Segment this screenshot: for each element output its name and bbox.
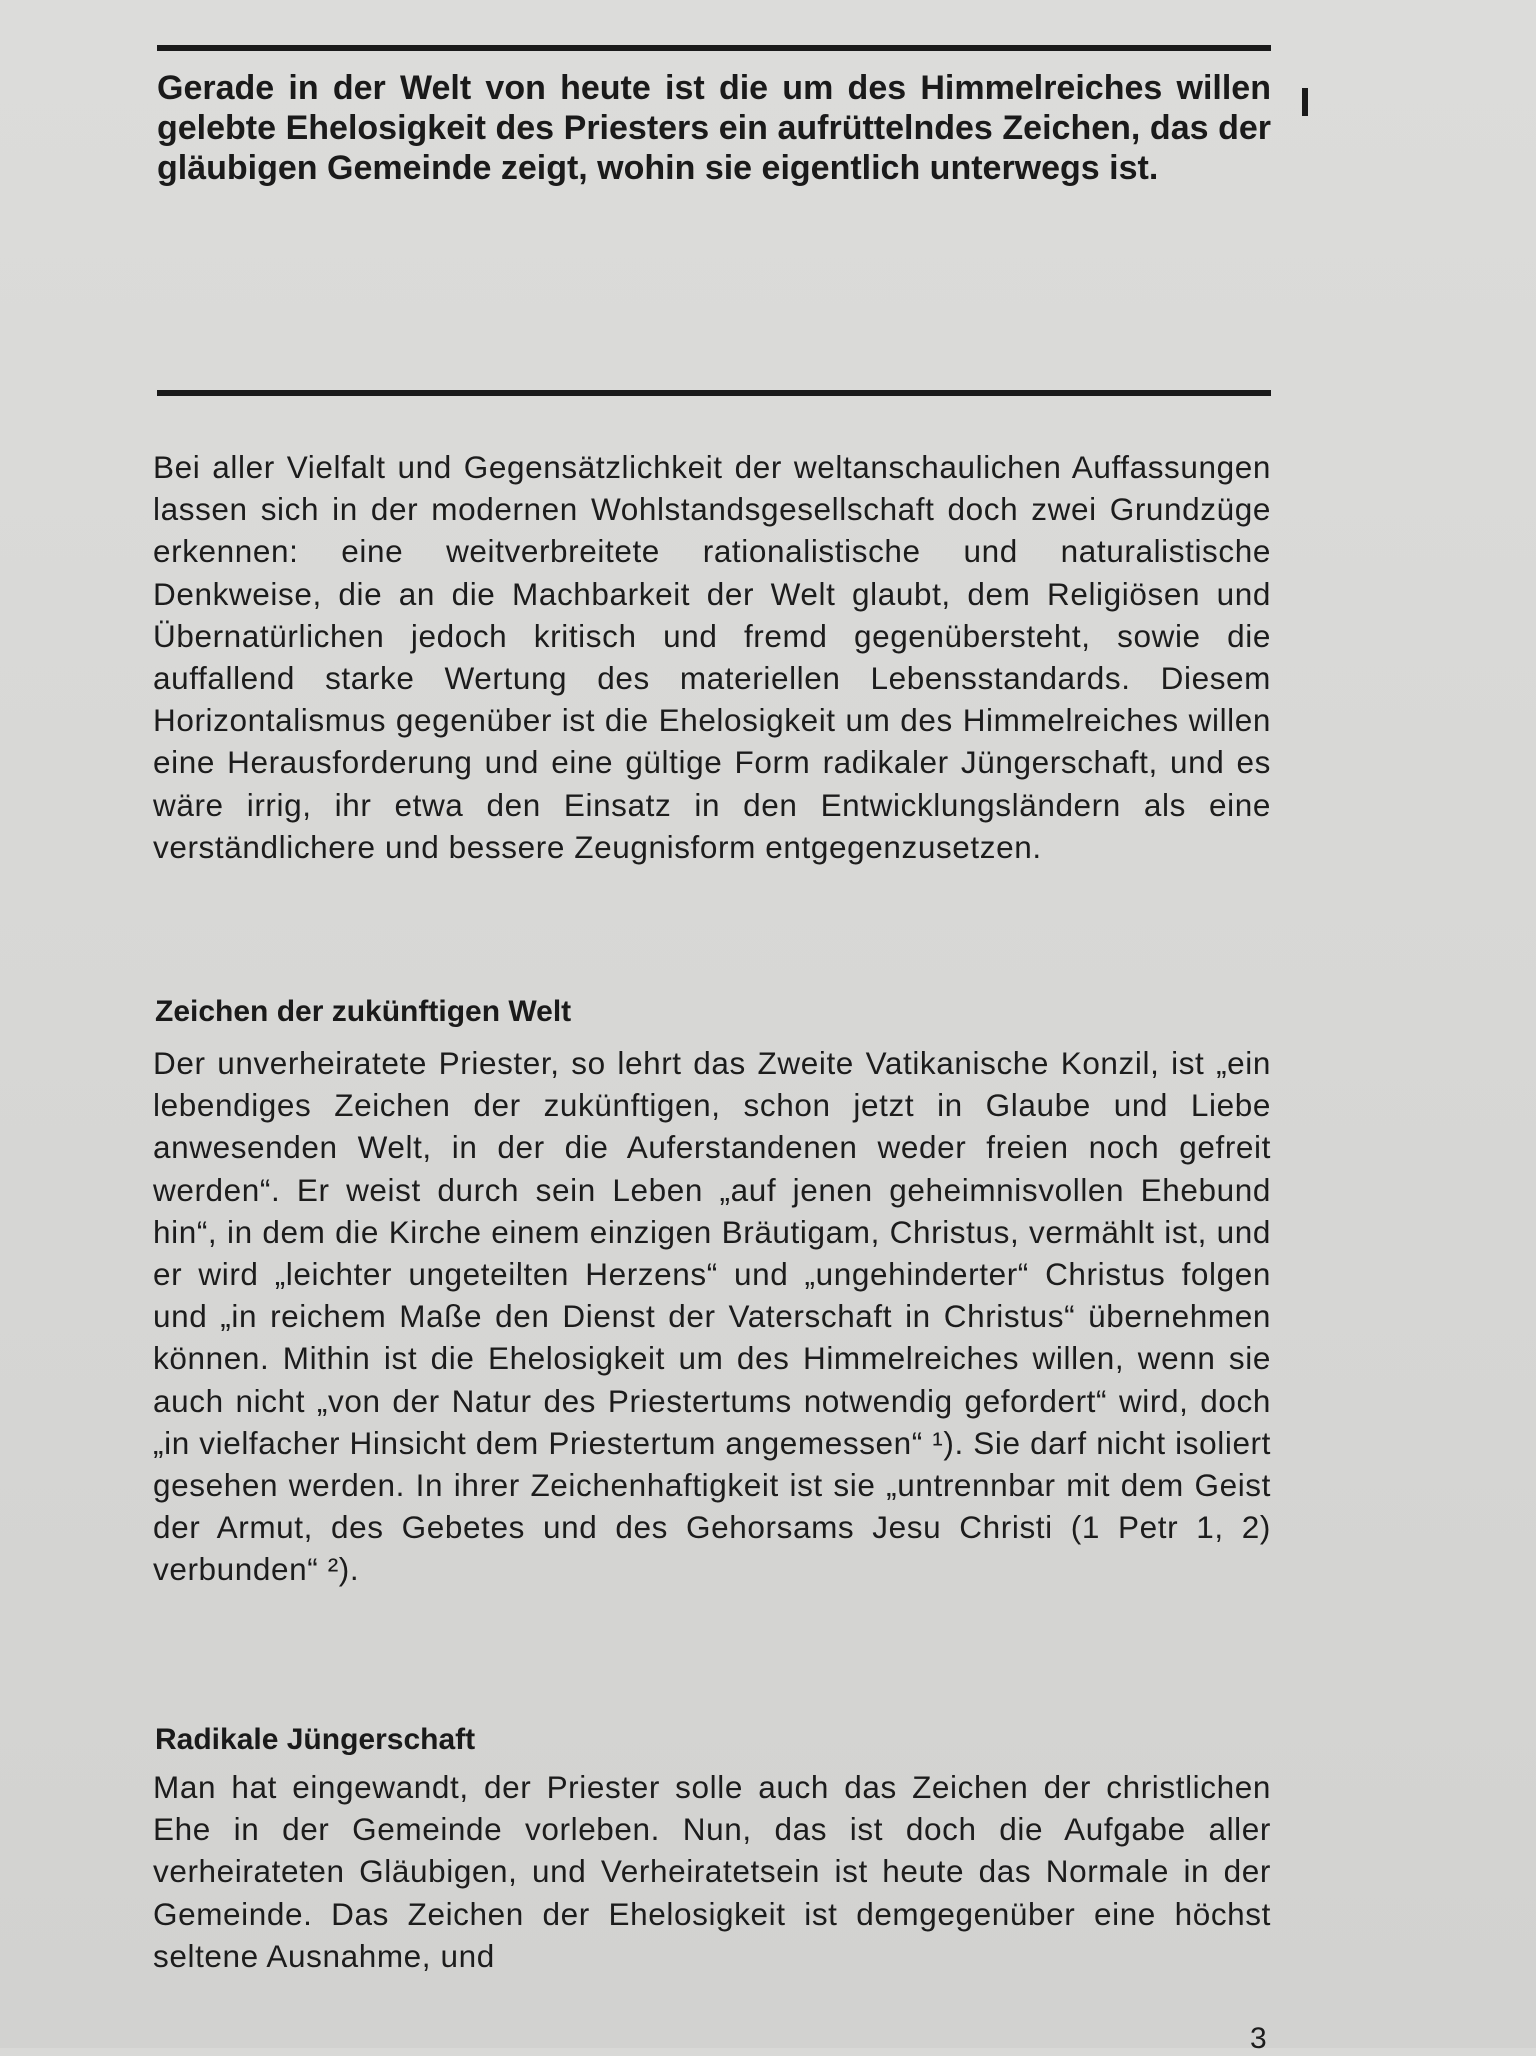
section-heading-zeichen: Zeichen der zukünftigen Welt (155, 995, 572, 1028)
section2-paragraph: Man hat eingewandt, der Priester solle auch das Zeichen der christlichen Ehe in der Gemeinde vorleben. Nun, das ist doch die Aufgabe aller verheirateten Gläubigen, und Verheiratetsein ist heute das Normale in der Gemeinde. Das Zeichen der Ehelosigkeit ist demgegenüber eine höchst seltene Ausnahme, und (153, 1769, 1271, 1974)
page-number: 3 (1250, 2022, 1267, 2055)
section1-paragraph: Der unverheiratete Priester, so lehrt das Zweite Vatikanische Konzil, ist „ein lebendiges Zeichen der zukünftigen, schon jetzt in Glaube und Liebe anwesenden Welt, in der die Auferstandenen weder freien noch gefreit werden“. Er weist durch sein Leben „auf jenen geheimnisvollen Ehebund hin“, in dem die Kirche einem einzigen Bräutigam, Christus, vermählt ist, und er wird „leichter ungeteilten Herzens“ und „ungehinderter“ Christus folgen und „in reichem Maße den Dienst der Vaterschaft in Christus“ übernehmen können. Mithin ist die Ehelosigkeit um des Himmelreiches willen, wenn sie auch nicht „von der Natur des Priestertums notwendig gefordert“ wird, doch „in vielfacher Hinsicht dem Priestertum angemessen“ ¹). Sie darf nicht isoliert gesehen werden. In ihrer Zeichenhaftigkeit ist sie „untrennbar mit dem Geist der Armut, des Gebetes und des Gehorsams Jesu Christi (1 Petr 1, 2) verbunden“ ²). (153, 1045, 1271, 1588)
intro-paragraph: Bei aller Vielfalt und Gegensätzlichkeit der weltanschaulichen Auffassungen lassen sich in der modernen Wohlstandsgesellschaft doch zwei Grundzüge erkennen: eine weitverbreitete rationalistische und naturalistische Denkweise, die an die Machbarkeit der Welt glaubt, dem Religiösen und Übernatürlichen jedoch kritisch und fremd gegenübersteht, sowie die auffallend starke Wertung des materiellen Lebensstandards. Diesem Horizontalismus gegenüber ist die Ehelosigkeit um des Himmelreiches willen eine Herausforderung und eine gültige Form radikaler Jüngerschaft, und es wäre irrig, ihr etwa den Einsatz in den Entwicklungsländern als eine verständlichere und bessere Zeugnisform entgegenzusetzen. (153, 449, 1271, 865)
callout-bottom-rule (157, 390, 1271, 396)
callout-text: Gerade in der Welt von heute ist die um des Himmelreiches willen gelebte Ehelosigkeit des Priesters ein aufrüttelndes Zeichen, das der gläubigen Gemeinde zeigt, wohin sie eigentlich unterwegs ist. (157, 69, 1271, 187)
margin-marker (1302, 88, 1308, 116)
section-heading-juengerschaft: Radikale Jüngerschaft (155, 1723, 476, 1756)
top-rule (157, 45, 1271, 51)
